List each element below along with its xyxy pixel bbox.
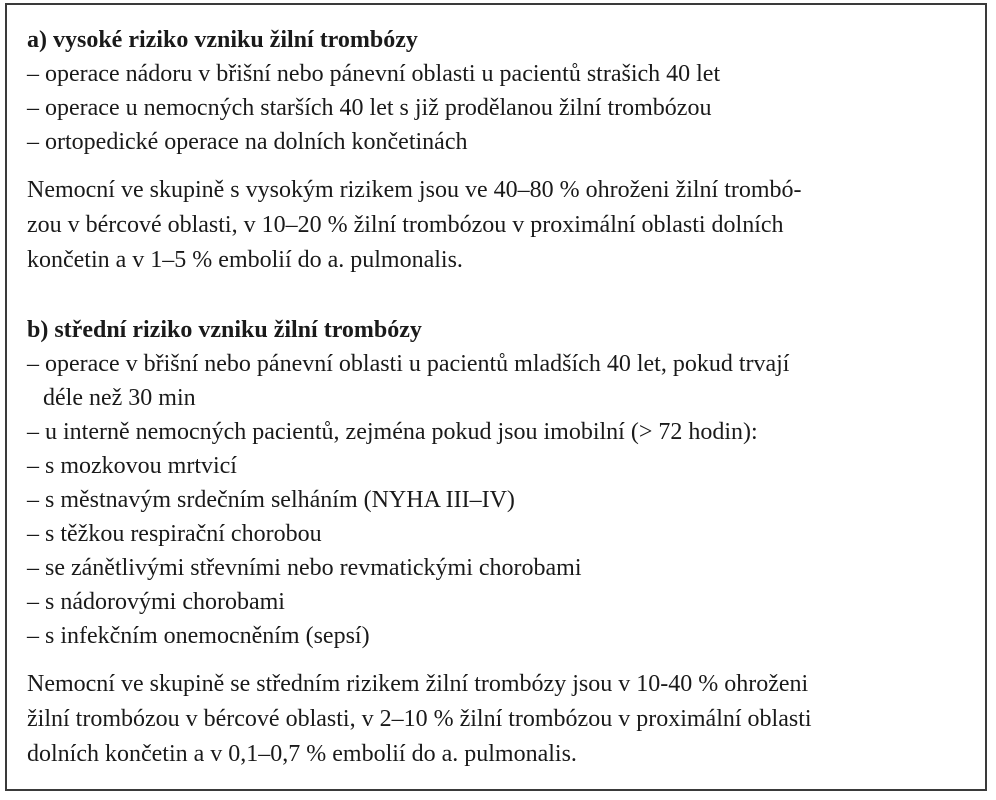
list-item: – ortopedické operace na dolních končetinách (27, 129, 468, 155)
section-a-paragraph (27, 173, 977, 278)
section-b-medium-risk (27, 313, 977, 772)
section-a-heading: a) vysoké riziko vzniku žilní trombózy (27, 27, 418, 53)
paragraph-line: zou v bércové oblasti, v 10–20 % žilní trombózou v proximální oblasti dolních (27, 212, 784, 238)
list-item: – s infekčním onemocněním (sepsí) (27, 623, 370, 649)
list-item: – s mozkovou mrtvicí (27, 453, 237, 479)
section-b-paragraph (27, 667, 977, 772)
list-item: – operace v břišní nebo pánevní oblasti u pacientů mladších 40 let, pokud trvají (27, 351, 790, 377)
list-item: – s těžkou respirační chorobou (27, 521, 322, 547)
list-item: – s městnavým srdečním selháním (NYHA III–IV) (27, 487, 515, 513)
list-item: – operace u nemocných starších 40 let s již prodělanou žilní trombózou (27, 95, 712, 121)
paragraph-line: Nemocní ve skupině se středním rizikem žilní trombózy jsou v 10-40 % ohroženi (27, 671, 809, 697)
list-item: – se zánětlivými střevními nebo revmatickými chorobami (27, 555, 582, 581)
list-item-continuation: déle než 30 min (43, 385, 196, 411)
section-a-high-risk (27, 23, 977, 278)
section-b-heading: b) střední riziko vzniku žilní trombózy (27, 317, 422, 343)
paragraph-line: dolních končetin a v 0,1–0,7 % embolií do a. pulmonalis. (27, 741, 577, 767)
paragraph-line: Nemocní ve skupině s vysokým rizikem jsou ve 40–80 % ohroženi žilní trombó- (27, 177, 802, 203)
list-item: – operace nádoru v břišní nebo pánevní oblasti u pacientů strašich 40 let (27, 61, 721, 87)
risk-table-box (5, 3, 987, 791)
list-item: – u interně nemocných pacientů, zejména pokud jsou imobilní (> 72 hodin): (27, 419, 758, 445)
paragraph-line: končetin a v 1–5 % embolií do a. pulmonalis. (27, 247, 463, 273)
list-item: – s nádorovými chorobami (27, 589, 285, 615)
paragraph-line: žilní trombózou v bércové oblasti, v 2–10 % žilní trombózou v proximální oblasti (27, 706, 812, 732)
